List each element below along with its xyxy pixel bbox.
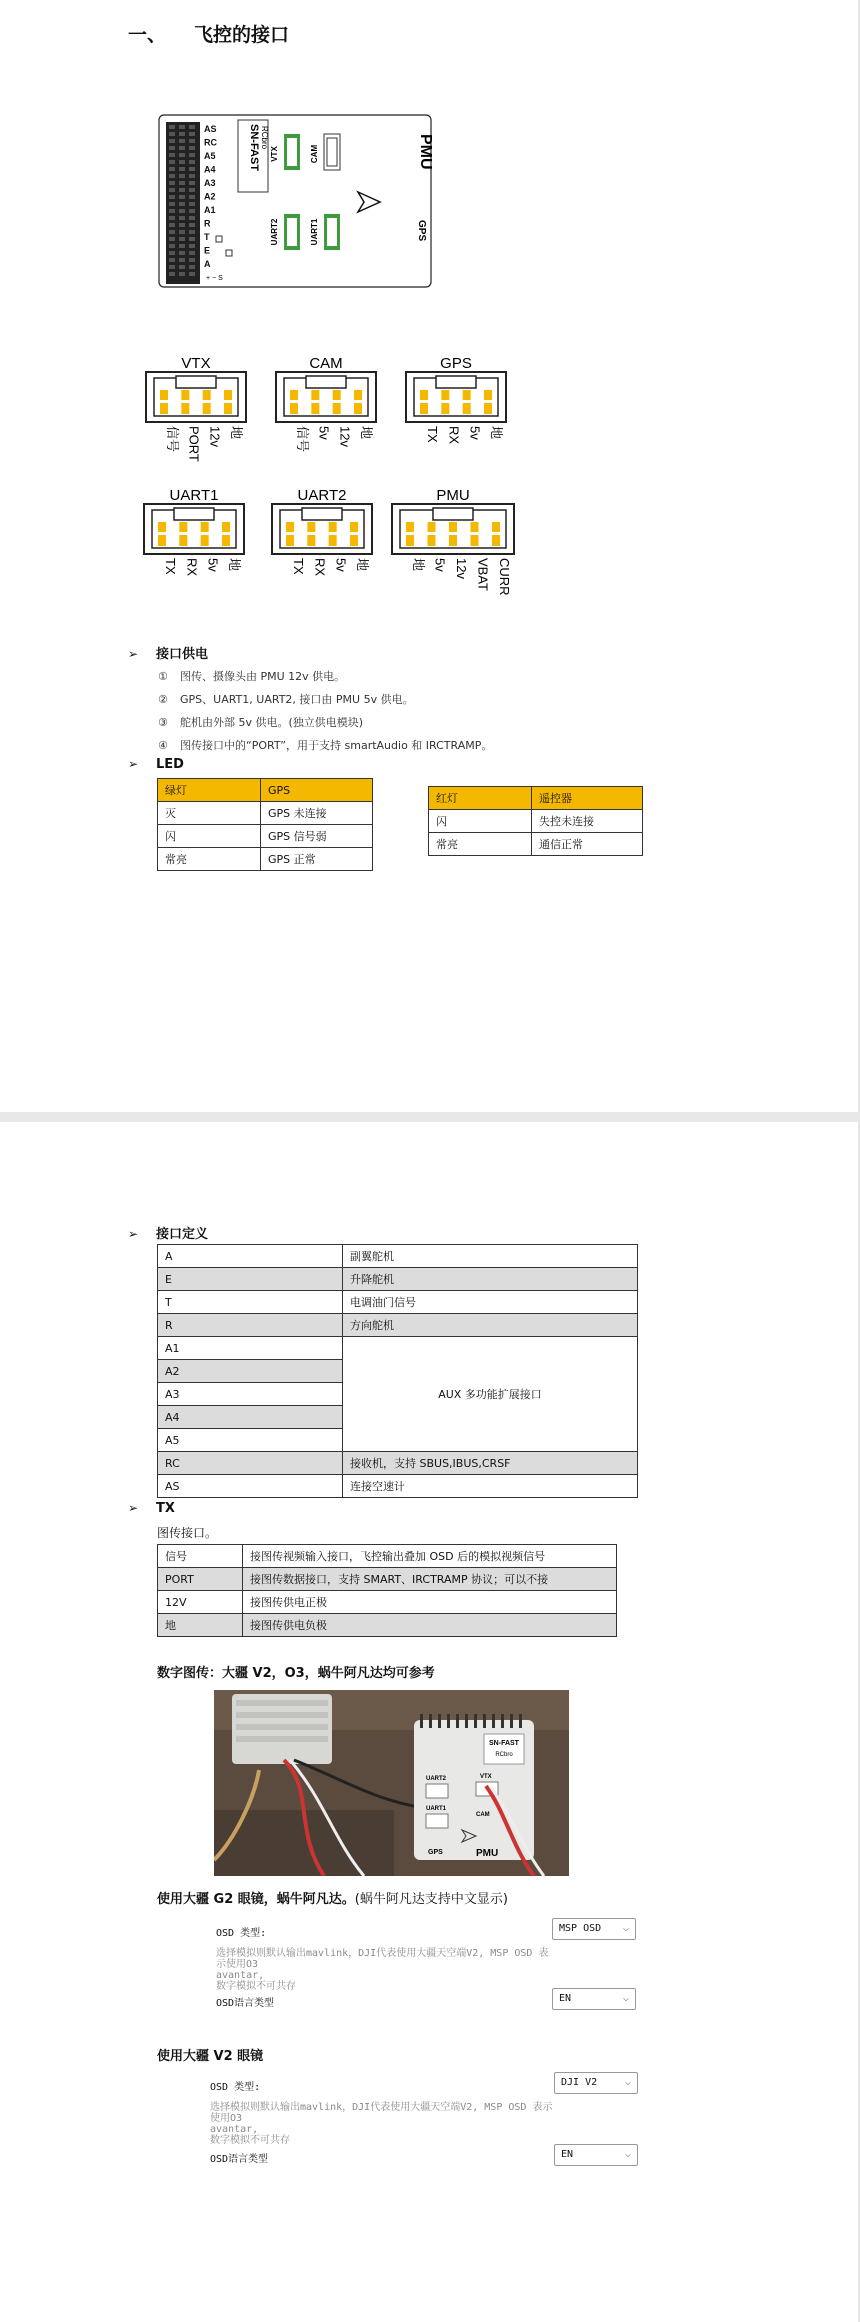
pin-hole [189, 258, 195, 262]
vtx-connector [284, 134, 300, 170]
board-pin-label: A5 [204, 151, 216, 161]
photo-header-pin [501, 1714, 504, 1728]
pin-hole [169, 258, 175, 262]
connector-pin-label: 信号 [165, 426, 180, 453]
digital-vtx-title: 数字图传：大疆 V2，O3，蜗牛阿凡达均可参考 [157, 1666, 435, 1681]
g2-title: 使用大疆 G2 眼镜，蜗牛阿凡达。(蜗牛阿凡达支持中文显示) [157, 1892, 508, 1907]
board-pin-label: A3 [204, 178, 216, 188]
pin-hole [169, 216, 175, 220]
board-pin-label: A4 [204, 164, 216, 175]
pin-hole [179, 195, 185, 199]
section-heading: 一、 飞控的接口 [128, 24, 290, 46]
connector-pin-label: TX [163, 558, 178, 575]
pin-hole [169, 132, 175, 136]
pin-hole [169, 272, 175, 276]
pin-hole [169, 139, 175, 143]
v2-osd-type-label: OSD 类型: [210, 2082, 261, 2093]
pin-hole [179, 202, 185, 206]
connector-pmu [392, 487, 514, 596]
bottom-pin-marks: + − S [206, 275, 223, 282]
connector-pin-label: VBAT [475, 558, 491, 591]
tx-description: 图传接口。 [157, 1526, 218, 1540]
power-heading: ➢ 接口供电 [128, 647, 209, 662]
pin-hole [189, 146, 195, 150]
connector-pin-label: 地 [229, 426, 244, 440]
v2-osd-type-select[interactable]: DJI V2 ⌵ [554, 2072, 638, 2094]
chevron-down-icon: ⌵ [622, 1923, 629, 1934]
connector-uart2 [272, 487, 372, 576]
photo-pmu-label: PMU [476, 1848, 499, 1859]
g2-osd-type-select[interactable]: MSP OSD ⌵ [552, 1918, 636, 1940]
cam-label: CAM [310, 144, 319, 164]
pin-hole [169, 153, 175, 157]
pin-hole [169, 230, 175, 234]
pin-hole [189, 153, 195, 157]
uart2-label: UART2 [270, 218, 279, 246]
photo-header-pin [465, 1714, 468, 1728]
photo-header-pin [474, 1714, 477, 1728]
photo-gps-label: GPS [428, 1849, 443, 1856]
g2-settings-panel [212, 1914, 642, 2010]
photo-brand: SN-FAST [489, 1740, 519, 1747]
g2-osd-note: 选择模拟则默认输出mavlink，DJI代表使用大疆天空端V2, MSP OSD 表示使用O3 avantar, 数字模拟不可共存 [216, 1948, 549, 1992]
connector-cam [276, 355, 376, 452]
chevron-down-icon: ⌵ [624, 2077, 631, 2088]
pin-hole [189, 265, 195, 269]
tx-heading: ➢ TX [128, 1501, 175, 1516]
photo-header-pin [420, 1714, 423, 1728]
board-pin-label: A [204, 259, 211, 269]
pin-hole [179, 188, 185, 192]
aux-description: AUX 多功能扩展接口 [343, 1337, 638, 1452]
uart2-connector [284, 214, 300, 250]
photo-uart2-label: UART2 [426, 1776, 447, 1782]
pin-hole [189, 230, 195, 234]
connector-pin-label: 12v [207, 426, 223, 447]
power-item-3: ③ 舵机由外部 5v 供电。(独立供电模块) [158, 716, 364, 729]
pin-hole [189, 195, 195, 199]
pin-hole [179, 251, 185, 255]
pin-hole [189, 251, 195, 255]
connector-pin-label: PORT [186, 426, 202, 462]
pin-hole [169, 167, 175, 171]
connector-pin-label: 12v [337, 426, 353, 447]
pin-hole [189, 237, 195, 241]
photo-header-pin [510, 1714, 513, 1728]
photo-header-pin [429, 1714, 432, 1728]
pin-hole [189, 223, 195, 227]
connector-pin-label: 5v [316, 426, 332, 440]
led-heading: ➢ LED [128, 757, 184, 772]
pin-hole [179, 244, 185, 248]
board-pin-label: R [204, 218, 211, 229]
pin-hole [169, 181, 175, 185]
pin-hole [169, 202, 175, 206]
pin-hole [189, 181, 195, 185]
pin-hole [189, 174, 195, 178]
v2-osd-language-select[interactable]: EN ⌵ [554, 2144, 638, 2166]
pin-hole [179, 146, 185, 150]
pin-hole [169, 125, 175, 129]
tx-table: 信号 接图传视频输入接口，飞控输出叠加 OSD 后的模拟视频信号 PORT 接图传数据接口，支持 SMART、IRCTRAMP 协议；可以不接 12V 接图传供电正极 地 接图传供电负极 [157, 1544, 617, 1637]
pin-hole [179, 181, 185, 185]
board-pin-label: A2 [204, 191, 216, 202]
led-red-table: 红灯 遥控器 闪 失控未连接 常亮 通信正常 [428, 786, 643, 856]
pin-hole [179, 167, 185, 171]
power-item-4: ④ 图传接口中的“PORT”，用于支持 smartAudio 和 IRCTRAMP。 [158, 739, 493, 752]
pin-hole [169, 188, 175, 192]
chevron-down-icon: ⌵ [624, 2149, 631, 2160]
gps-label: GPS [416, 220, 427, 242]
board-pin-label: E [204, 245, 211, 256]
document-page-1 [0, 0, 858, 1112]
chevron-down-icon: ⌵ [622, 1993, 629, 2004]
connector-pin-label: 地 [489, 426, 504, 440]
v2-osd-language-label: OSD语言类型 [210, 2154, 269, 2165]
board-brand-sub: RCbro [260, 126, 269, 150]
pin-hole [179, 139, 185, 143]
connector-pin-label: 12v [454, 558, 469, 579]
g2-osd-language-label: OSD语言类型 [216, 1998, 275, 2009]
document-page-2 [0, 1122, 858, 2322]
pin-hole [179, 272, 185, 276]
connector-title: UART2 [297, 487, 347, 504]
pin-hole [189, 202, 195, 206]
interface-definition-table: A 副翼舵机 E 升降舵机 T 电调油门信号 R 方向舵机 A1 AUX 多功能扩展接口 A2 A3 A4 A5 RC 接收机，支持 SBUS,IBUS,CRSF AS 连接空速计 [157, 1244, 638, 1498]
pin-hole [189, 209, 195, 213]
pin-hole [189, 216, 195, 220]
pin-hole [179, 153, 185, 157]
pin-hole [179, 216, 185, 220]
pin-hole [179, 237, 185, 241]
board-pin-label: RC [204, 137, 217, 148]
pin-hole [169, 244, 175, 248]
pin-hole [189, 125, 195, 129]
connector-pin-label: 地 [227, 558, 242, 572]
photo-vtx-label: VTX [480, 1774, 492, 1780]
connector-uart1 [144, 487, 244, 576]
connector-pin-label: 5v [432, 558, 448, 572]
connector-vtx [146, 355, 246, 462]
board-pin-label: A1 [204, 205, 216, 215]
pin-hole [179, 174, 185, 178]
photo-header-pin [456, 1714, 459, 1728]
v2-osd-note: 选择模拟则默认输出mavlink，DJI代表使用大疆天空端V2, MSP OSD 表示使用O3 avantar, 数字模拟不可共存 [210, 2102, 553, 2146]
vtx-label: VTX [270, 146, 279, 162]
connector-pin-label: 地 [359, 426, 374, 440]
pin-hole [189, 139, 195, 143]
connector-title: GPS [440, 355, 472, 372]
connector-pin-label: 5v [467, 426, 483, 440]
board-brand: SN-FAST [248, 124, 260, 172]
pin-hole [179, 230, 185, 234]
pin-hole [189, 244, 195, 248]
pin-hole [179, 209, 185, 213]
photo-cam-label: CAM [476, 1812, 490, 1818]
board-wiring-photo [214, 1690, 569, 1876]
pin-hole [179, 265, 185, 269]
pin-hole [169, 209, 175, 213]
photo-uart1-label: UART1 [426, 1806, 447, 1812]
connector-pin-label: 5v [333, 558, 349, 572]
v2-settings-panel [208, 2068, 642, 2166]
board-pin-label: T [204, 232, 210, 242]
pin-hole [169, 195, 175, 199]
flight-controller-diagram [158, 114, 436, 292]
connector-pinouts [138, 352, 528, 612]
connector-gps [406, 355, 506, 444]
photo-header-pin [447, 1714, 450, 1728]
uart1-connector [324, 214, 340, 250]
connector-pin-label: RX [312, 558, 328, 577]
photo-header-pin [483, 1714, 486, 1728]
pin-hole [189, 272, 195, 276]
connector-title: PMU [436, 487, 470, 504]
board-pin-label: AS [204, 124, 217, 134]
pin-hole [169, 223, 175, 227]
pin-hole [189, 132, 195, 136]
pin-hole [169, 174, 175, 178]
pin-hole [169, 251, 175, 255]
uart1-label: UART1 [310, 218, 319, 246]
connector-title: UART1 [169, 487, 219, 504]
photo-header-pin [519, 1714, 522, 1728]
photo-brand-sub: RCbro [495, 1752, 513, 1758]
connector-title: CAM [309, 355, 343, 372]
connector-title: VTX [181, 355, 211, 372]
photo-header-pin [438, 1714, 441, 1728]
pin-hole [179, 132, 185, 136]
connector-pin-label: 5v [205, 558, 221, 572]
pin-hole [179, 125, 185, 129]
connector-pin-label: RX [184, 558, 200, 577]
g2-osd-language-select[interactable]: EN ⌵ [552, 1988, 636, 2010]
connector-pin-label: TX [291, 558, 306, 575]
led-green-table: 绿灯 GPS 灭 GPS 未连接 闪 GPS 信号弱 常亮 GPS 正常 [157, 778, 373, 871]
pin-hole [169, 146, 175, 150]
pin-hole [169, 160, 175, 164]
connector-pin-label: 地 [411, 558, 426, 572]
power-item-2: ② GPS、UART1, UART2, 接口由 PMU 5v 供电。 [158, 693, 414, 706]
pin-hole [169, 265, 175, 269]
connector-pin-label: CURR [497, 558, 512, 596]
pmu-label: PMU [417, 134, 434, 170]
photo-header-pin [492, 1714, 495, 1728]
pin-hole [189, 167, 195, 171]
connector-pin-label: TX [425, 426, 440, 443]
pin-hole [179, 258, 185, 262]
pin-hole [189, 160, 195, 164]
v2-title: 使用大疆 V2 眼镜 [157, 2049, 264, 2064]
interface-heading: ➢ 接口定义 [128, 1227, 209, 1242]
connector-pin-label: 地 [355, 558, 370, 572]
g2-osd-type-label: OSD 类型: [216, 1928, 267, 1939]
pin-hole [189, 188, 195, 192]
pin-hole [169, 237, 175, 241]
pin-hole [179, 160, 185, 164]
connector-pin-label: RX [446, 426, 462, 445]
power-item-1: ① 图传、摄像头由 PMU 12v 供电。 [158, 670, 346, 683]
connector-pin-label: 信号 [295, 426, 310, 453]
pin-hole [179, 223, 185, 227]
